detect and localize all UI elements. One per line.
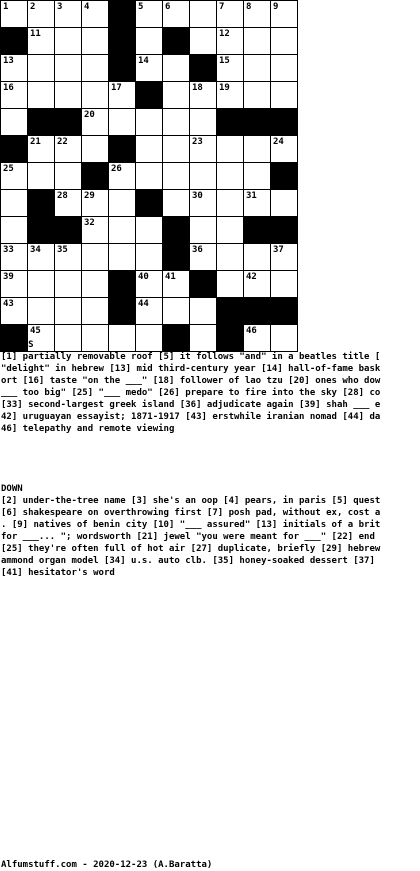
across-heading: ACROSS [1, 340, 34, 350]
grid-square[interactable] [162, 108, 190, 136]
grid-block [108, 0, 136, 28]
grid-square[interactable] [0, 189, 28, 217]
grid-square[interactable] [81, 54, 109, 82]
grid-square[interactable] [243, 81, 271, 109]
grid-block [135, 189, 163, 217]
grid-square[interactable] [27, 270, 55, 298]
grid-square[interactable] [189, 27, 217, 55]
clue-number: 25 [3, 164, 14, 174]
clue-number: 31 [246, 191, 257, 201]
grid-block [0, 135, 28, 163]
clue-number: 23 [192, 137, 203, 147]
grid-square[interactable] [216, 54, 244, 82]
grid-square[interactable] [189, 0, 217, 28]
grid-square[interactable] [0, 0, 28, 28]
grid-square[interactable] [189, 216, 217, 244]
grid-square[interactable] [27, 162, 55, 190]
clue-number: 6 [165, 2, 171, 12]
down-clue-line: [25] they're often full of hot air [27] duplicate, briefly [29] hebrew [1, 544, 381, 554]
grid-square[interactable] [162, 0, 190, 28]
across-clue-line: [33] second-largest greek island [36] adjudicate again [39] shah ___ e [1, 400, 381, 410]
clue-number: 42 [246, 272, 257, 282]
grid-block [243, 297, 271, 325]
clue-number: 13 [3, 56, 14, 66]
clue-number: 4 [84, 2, 90, 12]
grid-square[interactable] [162, 54, 190, 82]
down-heading: DOWN [1, 484, 23, 494]
across-clue-line: ort [16] taste "on the ___" [18] follower of lao tzu [20] ones who dow [1, 376, 381, 386]
clue-number: 14 [138, 56, 149, 66]
clue-number: 43 [3, 299, 14, 309]
down-clue-line: ammond organ model [34] u.s. auto clb. [35] honey-soaked dessert [37] [1, 556, 375, 566]
grid-square[interactable] [270, 135, 298, 163]
grid-square[interactable] [0, 81, 28, 109]
grid-block [243, 216, 271, 244]
grid-square[interactable] [270, 0, 298, 28]
clue-number: 33 [3, 245, 14, 255]
grid-square[interactable] [243, 0, 271, 28]
grid-square[interactable] [216, 270, 244, 298]
clue-number: 29 [84, 191, 95, 201]
grid-block [0, 27, 28, 55]
grid-block [162, 216, 190, 244]
grid-square[interactable] [216, 81, 244, 109]
grid-block [27, 108, 55, 136]
grid-square[interactable] [216, 0, 244, 28]
grid-square[interactable] [189, 162, 217, 190]
grid-block [270, 216, 298, 244]
grid-block [135, 81, 163, 109]
grid-square[interactable] [54, 54, 82, 82]
grid-block [162, 27, 190, 55]
grid-square[interactable] [216, 216, 244, 244]
clue-number: 41 [165, 272, 176, 282]
grid-square[interactable] [189, 135, 217, 163]
clue-number: 9 [273, 2, 279, 12]
grid-square[interactable] [189, 297, 217, 325]
down-lines [1, 495, 420, 579]
grid-square[interactable] [81, 270, 109, 298]
grid-square[interactable] [189, 81, 217, 109]
grid-square[interactable] [81, 216, 109, 244]
grid-block [81, 162, 109, 190]
grid-square[interactable] [189, 243, 217, 271]
across-lines [1, 351, 420, 435]
grid-square[interactable] [81, 135, 109, 163]
grid-square[interactable] [108, 81, 136, 109]
clue-number: 3 [57, 2, 63, 12]
across-clue-line: 46] telepathy and remote viewing [1, 424, 175, 434]
across-clue-line: 42] uruguayan essayist; 1871-1917 [43] erstwhile iranian nomad [44] da [1, 412, 381, 422]
grid-square[interactable] [243, 243, 271, 271]
clue-number: 15 [219, 56, 230, 66]
grid-square[interactable] [135, 216, 163, 244]
grid-square[interactable] [135, 0, 163, 28]
grid-square[interactable] [54, 162, 82, 190]
down-clue-line: [41] hesitator's word [1, 568, 115, 578]
grid-square[interactable] [108, 189, 136, 217]
grid-square[interactable] [54, 189, 82, 217]
clue-number: 35 [57, 245, 68, 255]
clue-number: 24 [273, 137, 284, 147]
clue-number: 11 [30, 29, 41, 39]
grid-square[interactable] [27, 135, 55, 163]
grid-square[interactable] [27, 0, 55, 28]
grid-block [162, 243, 190, 271]
grid-square[interactable] [54, 243, 82, 271]
grid-square[interactable] [81, 108, 109, 136]
clue-number: 26 [111, 164, 122, 174]
grid-square[interactable] [270, 27, 298, 55]
clue-number: 1 [3, 2, 9, 12]
grid-block [189, 270, 217, 298]
grid-square[interactable] [108, 162, 136, 190]
grid-square[interactable] [54, 270, 82, 298]
grid-square[interactable] [189, 108, 217, 136]
down-clue-line: for ___... "; wordsworth [21] jewel "you were meant for ___" [22] end [1, 532, 375, 542]
clue-number: 36 [192, 245, 203, 255]
grid-square[interactable] [81, 27, 109, 55]
clue-number: 2 [30, 2, 36, 12]
grid-square[interactable] [0, 270, 28, 298]
grid-square[interactable] [243, 189, 271, 217]
grid-square[interactable] [243, 270, 271, 298]
grid-square[interactable] [135, 162, 163, 190]
across-clues [1, 340, 420, 435]
grid-square[interactable] [270, 270, 298, 298]
clue-number: 8 [246, 2, 252, 12]
clue-number: 39 [3, 272, 14, 282]
grid-block [243, 108, 271, 136]
grid-square[interactable] [81, 243, 109, 271]
across-clue-line: ___ too big" [25] "___ medo" [26] prepare to fire into the sky [28] co [1, 388, 381, 398]
grid-block [270, 162, 298, 190]
grid-square[interactable] [216, 135, 244, 163]
grid-square[interactable] [27, 297, 55, 325]
grid-square[interactable] [81, 81, 109, 109]
across-clue-line: "delight" in hebrew [13] mid third-century year [14] hall-of-fame bask [1, 364, 381, 374]
clue-number: 5 [138, 2, 144, 12]
grid-square[interactable] [216, 27, 244, 55]
clue-number: 46 [246, 326, 257, 336]
grid-square[interactable] [243, 54, 271, 82]
grid-square[interactable] [162, 297, 190, 325]
grid-block [270, 297, 298, 325]
grid-square[interactable] [135, 243, 163, 271]
grid-square[interactable] [27, 81, 55, 109]
grid-square[interactable] [270, 189, 298, 217]
grid-block [216, 297, 244, 325]
grid-block [108, 135, 136, 163]
grid-square[interactable] [27, 27, 55, 55]
grid-square[interactable] [189, 189, 217, 217]
across-clue-line: [1] partially removable roof [5] it follows "and" in a beatles title [ [1, 352, 381, 362]
grid-square[interactable] [54, 135, 82, 163]
grid-square[interactable] [81, 0, 109, 28]
grid-square[interactable] [243, 27, 271, 55]
clue-number: 18 [192, 83, 203, 93]
grid-square[interactable] [108, 216, 136, 244]
grid-square[interactable] [0, 162, 28, 190]
grid-square[interactable] [135, 108, 163, 136]
clue-number: 32 [84, 218, 95, 228]
grid-square[interactable] [108, 108, 136, 136]
grid-block [270, 108, 298, 136]
clue-number: 37 [273, 245, 284, 255]
clue-number: 28 [57, 191, 68, 201]
grid-square[interactable] [54, 81, 82, 109]
grid-square[interactable] [108, 243, 136, 271]
grid-square[interactable] [0, 216, 28, 244]
clue-number: 20 [84, 110, 95, 120]
grid-square[interactable] [216, 162, 244, 190]
grid-square[interactable] [162, 135, 190, 163]
grid-square[interactable] [216, 243, 244, 271]
grid-block [54, 108, 82, 136]
clue-number: 40 [138, 272, 149, 282]
grid-square[interactable] [54, 297, 82, 325]
grid-square[interactable] [135, 270, 163, 298]
down-clue-line: [6] shakespeare on overthrowing first [7] posh pad, without ex, cost a [1, 508, 381, 518]
clue-number: 7 [219, 2, 225, 12]
grid-square[interactable] [135, 297, 163, 325]
down-clue-line: . [9] natives of benin city [10] "___ assured" [13] initials of a brit [1, 520, 381, 530]
grid-square[interactable] [0, 108, 28, 136]
grid-square[interactable] [270, 54, 298, 82]
grid-block [54, 216, 82, 244]
grid-square[interactable] [81, 189, 109, 217]
clue-number: 21 [30, 137, 41, 147]
grid-block [189, 54, 217, 82]
grid-square[interactable] [162, 162, 190, 190]
grid-block [108, 270, 136, 298]
clue-number: 30 [192, 191, 203, 201]
grid-block [27, 216, 55, 244]
clue-number: 34 [30, 245, 41, 255]
grid-square[interactable] [0, 54, 28, 82]
crossword-grid [0, 0, 352, 352]
site-credit: Alfumstuff.com - 2020-12-23 (A.Baratta) [1, 860, 213, 870]
grid-square[interactable] [243, 135, 271, 163]
grid-square[interactable] [135, 27, 163, 55]
grid-square[interactable] [0, 243, 28, 271]
clue-number: 45 [30, 326, 41, 336]
grid-block [108, 54, 136, 82]
grid-block [108, 27, 136, 55]
grid-square[interactable] [243, 162, 271, 190]
grid-block [108, 297, 136, 325]
grid-square[interactable] [162, 81, 190, 109]
grid-block [216, 108, 244, 136]
grid-block [27, 189, 55, 217]
grid-square[interactable] [135, 54, 163, 82]
down-clue-line: [2] under-the-tree name [3] she's an oop [4] pears, in paris [5] quest [1, 496, 381, 506]
grid-square[interactable] [27, 54, 55, 82]
grid-square[interactable] [54, 27, 82, 55]
clue-number: 22 [57, 137, 68, 147]
grid-square[interactable] [270, 243, 298, 271]
down-clues [1, 484, 420, 579]
grid-square[interactable] [81, 297, 109, 325]
grid-square[interactable] [162, 270, 190, 298]
grid-square[interactable] [270, 81, 298, 109]
grid-square[interactable] [0, 297, 28, 325]
clue-number: 19 [219, 83, 230, 93]
clue-number: 44 [138, 299, 149, 309]
clue-number: 12 [219, 29, 230, 39]
grid-square[interactable] [54, 0, 82, 28]
clue-number: 16 [3, 83, 14, 93]
grid-square[interactable] [135, 135, 163, 163]
grid-square[interactable] [162, 189, 190, 217]
grid-square[interactable] [27, 243, 55, 271]
clue-number: 17 [111, 83, 122, 93]
grid-square[interactable] [216, 189, 244, 217]
